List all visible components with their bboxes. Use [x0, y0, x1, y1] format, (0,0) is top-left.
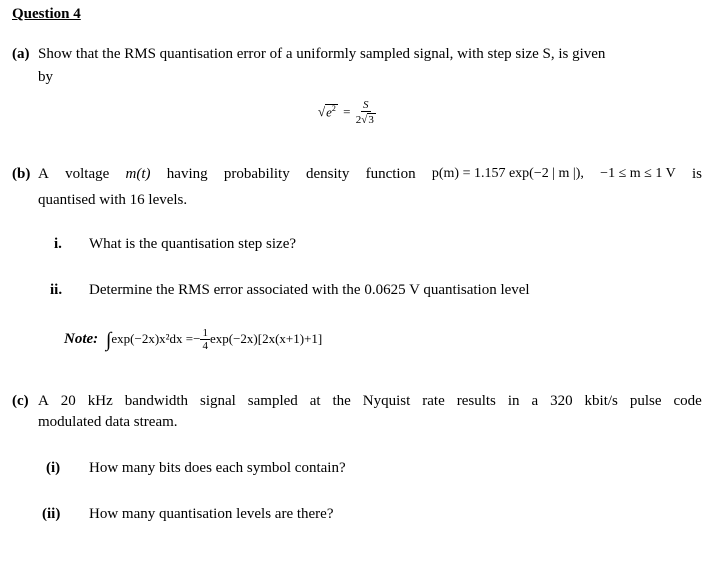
part-c-sub-ii-text: How many quantisation levels are there? [89, 506, 334, 522]
rms-formula [318, 100, 376, 126]
part-c-sub-i-text: How many bits does each symbol contain? [89, 460, 346, 476]
part-b-sub-ii-label: ii. [50, 282, 63, 298]
formula-numerator: S [363, 99, 369, 111]
part-b-label: (b) [12, 166, 31, 182]
range-expression: −1 ≤ m ≤ 1 V [600, 166, 676, 181]
part-c-label: (c) [12, 393, 29, 409]
part-c-line2: modulated data stream. [38, 414, 178, 430]
part-a-label: (a) [12, 46, 30, 62]
formula-denominator: 2√3 [355, 114, 374, 126]
formula-fraction [356, 100, 376, 126]
sqrt-radicand: $e^2$ [326, 103, 336, 120]
part-b-sub-ii-text: Determine the RMS error associated with the 0.0625 V quantisation level [89, 282, 530, 298]
note-fraction: $\frac{1}{4}$ [202, 327, 208, 352]
part-c-sub-i-label: (i) [46, 460, 61, 476]
part-c-sub-ii-label: (ii) [42, 506, 61, 522]
question-title: Question 4 [12, 6, 81, 22]
note-integral: ∫exp(−2x)x²dx =− $\frac{1}{4}$ exp(−2x)[2x(x+1)+1] [105, 327, 323, 352]
part-b-sub-i-label: i. [54, 236, 62, 252]
part-a-line2: by [38, 69, 53, 85]
integral-sign: ∫ [105, 328, 112, 351]
part-b-sub-i-text: What is the quantisation step size? [89, 236, 297, 252]
equals-sign: = [343, 104, 351, 120]
pdf-expression: p(m) = 1.157 exp(−2 | m |), [431, 166, 584, 181]
note [64, 328, 322, 352]
part-c-line1: A 20 kHz bandwidth signal sampled at the Nyquist rate results in a 320 kbit/s pulse code [38, 393, 702, 409]
sqrt-sign: √ [318, 104, 326, 120]
part-b-line2: quantised with 16 levels. [38, 192, 188, 208]
note-label: Note: [64, 330, 99, 347]
part-b-line1: A voltage m(t) having probability density function p(m) = 1.157 exp(−2 | m |), −1 ≤ m ≤ 1 V is [38, 166, 702, 182]
m-of-t: m(t) [125, 166, 151, 182]
part-a-line1: Show that the RMS quantisation error of a uniformly sampled signal, with step size S, is given [38, 46, 606, 62]
